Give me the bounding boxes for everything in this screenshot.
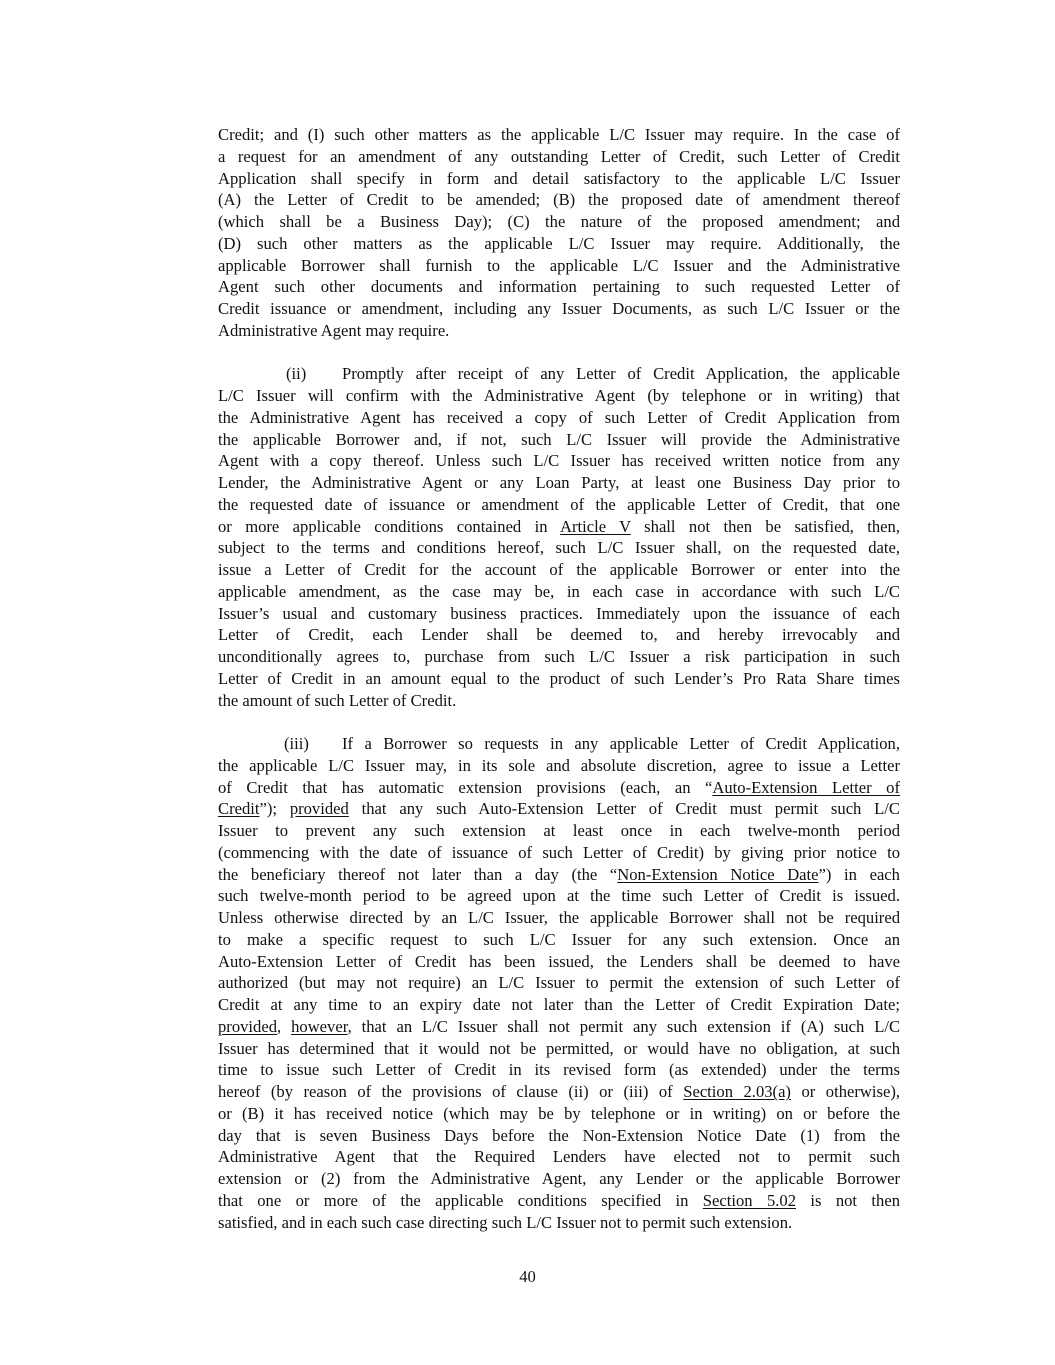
text-segment: authorized (but may not require) an L/C Issuer to permit the extension of such Letter of	[218, 973, 900, 993]
text-segment: Administrative Agent may require.	[218, 320, 450, 340]
text-segment: Auto-Extension Letter of Credit has been issued, the Lenders shall be deemed to have	[218, 951, 900, 971]
defined-term: Credit	[218, 799, 260, 819]
text-segment: Credit; and (I) such other matters as the applicable L/C Issuer may require. In the case of	[218, 125, 900, 144]
text-segment: or otherwise),	[790, 1082, 900, 1101]
text-line	[218, 842, 900, 864]
text-segment: subject to the terms and conditions hereof, such L/C Issuer shall, on the requested date,	[218, 538, 900, 558]
text-line	[218, 363, 900, 385]
text-line	[218, 1059, 900, 1081]
text-line	[218, 472, 900, 494]
text-segment: the beneficiary thereof not later than a day (the “	[218, 864, 618, 884]
text-line	[218, 429, 900, 451]
text-line	[218, 798, 900, 820]
text-line	[218, 690, 900, 712]
clause-label: (ii)	[286, 364, 307, 384]
text-line	[218, 516, 900, 538]
text-line	[218, 755, 900, 777]
text-segment: , that an L/C Issuer shall not permit any such extension if (A) such L/C	[347, 1016, 901, 1036]
paragraph	[218, 733, 900, 1233]
defined-term: however	[291, 1016, 348, 1036]
text-line	[218, 929, 900, 951]
text-line	[218, 385, 900, 407]
text-line	[218, 276, 900, 298]
text-segment: (A) the Letter of Credit to be amended; (B) the proposed date of amendment thereof	[218, 190, 900, 210]
text-segment: Agent with a copy thereof. Unless such L/C Issuer has received written notice from any	[218, 451, 900, 471]
paragraph	[218, 363, 900, 711]
page-number: 40	[519, 1267, 536, 1286]
clause-label: (iii)	[284, 734, 309, 753]
text-segment: unconditionally agrees to, purchase from such L/C Issuer a risk participation in such	[218, 647, 900, 666]
text-segment: such twelve-month period to be agreed upon at the time such Letter of Credit is issued.	[218, 886, 900, 906]
text-segment: (which shall be a Business Day); (C) the nature of the proposed amendment; and	[218, 212, 900, 231]
defined-term: Auto-Extension Letter of	[712, 777, 900, 797]
text-segment: ”) in each	[818, 864, 900, 884]
text-line	[218, 603, 900, 625]
text-segment: the applicable L/C Issuer may, in its sole and absolute discretion, agree to issue a Letter	[218, 755, 900, 775]
text-line	[218, 189, 900, 211]
text-line	[218, 733, 900, 755]
text-line	[218, 994, 900, 1016]
text-line	[218, 1016, 900, 1038]
text-segment: hereof (by reason of the provisions of clause (ii) or (iii) of	[218, 1082, 684, 1101]
text-segment: Credit issuance or amendment, including any Issuer Documents, as such L/C Issuer or the	[218, 299, 900, 318]
text-line	[218, 668, 900, 690]
text-segment: the requested date of issuance or amendment of the applicable Letter of Credit, that one	[218, 494, 900, 514]
text-segment: shall not then be satisfied, then,	[630, 516, 900, 536]
text-line	[218, 494, 900, 516]
text-segment: day that is seven Business Days before the Non-Extension Notice Date (1) from the	[218, 1125, 900, 1145]
text-segment: issue a Letter of Credit for the account of the applicable Borrower or enter into the	[218, 560, 900, 579]
text-segment: Letter of Credit in an amount equal to the product of such Lender’s Pro Rata Share times	[218, 668, 900, 688]
text-line	[218, 146, 900, 168]
text-segment: Application shall specify in form and detail satisfactory to the applicable L/C Issuer	[218, 168, 900, 188]
text-segment: the Administrative Agent has received a copy of such Letter of Credit Application from	[218, 407, 900, 427]
text-segment: extension or (2) from the Administrative Agent, any Lender or the applicable Borrower	[218, 1169, 900, 1188]
text-line	[218, 1103, 900, 1125]
text-segment: (commencing with the date of issuance of such Letter of Credit) by giving prior notice to	[218, 842, 900, 862]
text-line	[218, 1146, 900, 1168]
text-segment: Agent such other documents and information pertaining to such requested Letter of	[218, 277, 900, 297]
text-line	[218, 1212, 900, 1234]
text-segment: satisfied, and in each such case directing such L/C Issuer not to permit such extension.	[218, 1212, 793, 1232]
text-segment: L/C Issuer will confirm with the Administrative Agent (by telephone or in writing) that	[218, 386, 900, 405]
text-segment: If a Borrower so requests in any applicable Letter of Credit Application,	[342, 734, 900, 753]
text-segment: is not then	[796, 1190, 900, 1210]
text-line	[218, 211, 900, 233]
text-line	[218, 233, 900, 255]
text-segment: the amount of such Letter of Credit.	[218, 690, 457, 710]
text-line	[218, 168, 900, 190]
text-line	[218, 320, 900, 342]
text-segment: applicable amendment, as the case may be, in each case in accordance with such L/C	[218, 581, 900, 601]
text-segment: Promptly after receipt of any Letter of Credit Application, the applicable	[342, 364, 900, 384]
text-segment: Unless otherwise directed by an L/C Issuer, the applicable Borrower shall not be required	[218, 908, 900, 927]
text-line	[218, 255, 900, 277]
text-line	[218, 581, 900, 603]
text-line	[218, 885, 900, 907]
defined-term: Section 5.02	[702, 1190, 796, 1210]
text-line	[218, 298, 900, 320]
text-segment: or more applicable conditions contained in	[218, 516, 560, 536]
text-segment: that one or more of the applicable conditions specified in	[218, 1190, 703, 1210]
text-segment: time to issue such Letter of Credit in its revised form (as extended) under the terms	[218, 1060, 900, 1080]
text-segment: that any such Auto-Extension Letter of Credit must permit such L/C	[348, 799, 900, 819]
text-segment: Credit at any time to an expiry date not later than the Letter of Credit Expiration Date;	[218, 995, 900, 1014]
defined-term: provided	[218, 1016, 277, 1036]
text-line	[218, 951, 900, 973]
text-line	[218, 1168, 900, 1190]
text-segment: Administrative Agent that the Required Lenders have elected not to permit such	[218, 1147, 900, 1167]
text-segment: ,	[277, 1016, 292, 1036]
text-line	[218, 559, 900, 581]
text-segment: a request for an amendment of any outstanding Letter of Credit, such Letter of Credit	[218, 146, 900, 166]
text-line	[218, 1125, 900, 1147]
text-line	[218, 864, 900, 886]
text-line	[218, 777, 900, 799]
text-line	[218, 646, 900, 668]
text-line	[218, 1190, 900, 1212]
text-segment: to make a specific request to such L/C Issuer for any such extension. Once an	[218, 929, 900, 949]
text-line	[218, 624, 900, 646]
text-segment: Issuer’s usual and customary business practices. Immediately upon the issuance of each	[218, 603, 900, 623]
text-segment: Issuer to prevent any such extension at least once in each twelve-month period	[218, 821, 900, 840]
defined-term: Non-Extension Notice Date	[617, 864, 819, 884]
text-line	[218, 820, 900, 842]
text-segment: ”);	[259, 799, 290, 819]
text-line	[218, 124, 900, 146]
text-line	[218, 1081, 900, 1103]
text-segment: applicable Borrower shall furnish to the applicable L/C Issuer and the Administrative	[218, 255, 900, 275]
text-line	[218, 407, 900, 429]
text-segment: of Credit that has automatic extension provisions (each, an “	[218, 777, 713, 797]
text-segment: Issuer has determined that it would not be permitted, or would have no obligation, at such	[218, 1038, 900, 1058]
defined-term: Section 2.03(a)	[683, 1082, 791, 1101]
defined-term: Article V	[559, 516, 631, 536]
defined-term: provided	[289, 799, 349, 819]
text-line	[218, 907, 900, 929]
text-segment: or (B) it has received notice (which may be by telephone or in writing) on or before the	[218, 1103, 900, 1123]
text-segment: the applicable Borrower and, if not, such L/C Issuer will provide the Administrative	[218, 429, 900, 449]
document-body	[218, 124, 900, 1255]
text-segment: Letter of Credit, each Lender shall be deemed to, and hereby irrevocably and	[218, 625, 900, 645]
text-line	[218, 450, 900, 472]
text-segment: Lender, the Administrative Agent or any Loan Party, at least one Business Day prior to	[218, 473, 900, 492]
text-segment: (D) such other matters as the applicable L/C Issuer may require. Additionally, the	[218, 233, 900, 253]
paragraph	[218, 124, 900, 342]
text-line	[218, 972, 900, 994]
text-line	[218, 537, 900, 559]
text-line	[218, 1038, 900, 1060]
